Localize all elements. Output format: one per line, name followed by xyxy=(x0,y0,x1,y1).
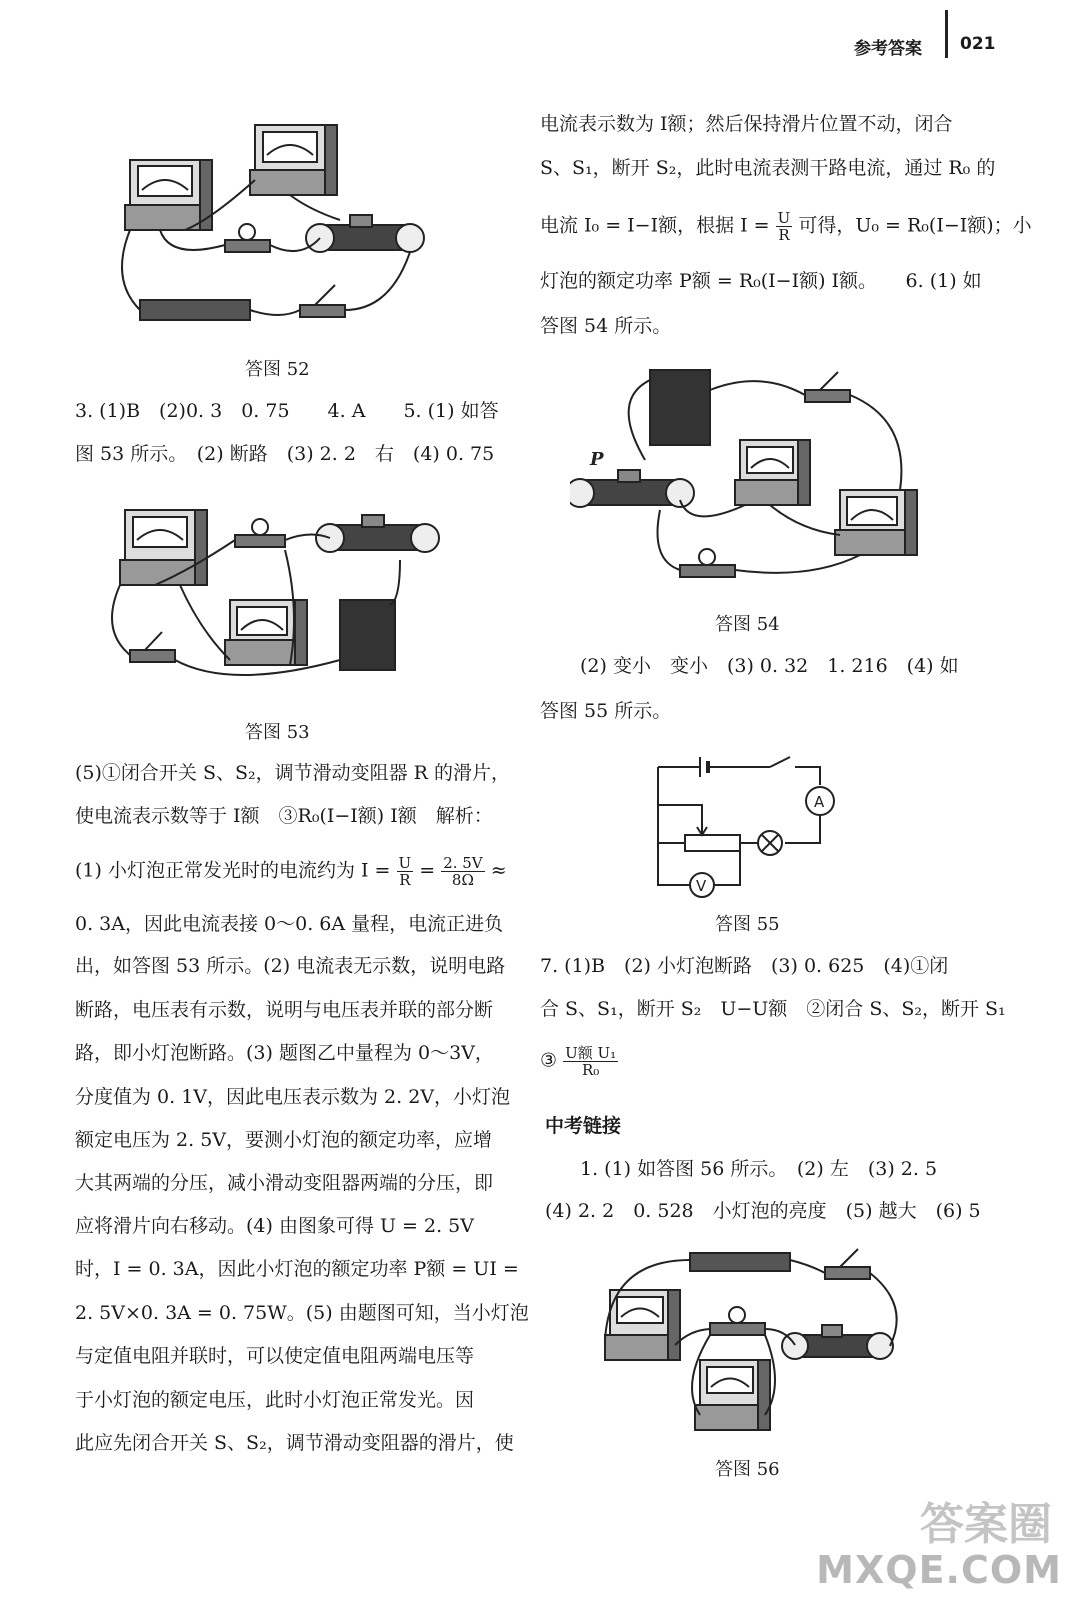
para-5-line-4: 0. 3A，因此电流表接 0～0. 6A 量程，电流正进负 xyxy=(75,913,504,935)
para-5-line-14: 与定值电阻并联时，可以使定值电阻两端电压等 xyxy=(75,1345,475,1367)
fraction-denominator: R₀ xyxy=(581,1061,600,1079)
right-line-1: 电流表示数为 I额；然后保持滑片位置不动，闭合 xyxy=(540,113,953,135)
para-5-line-15: 于小灯泡的额定电压，此时小灯泡正常发光。因 xyxy=(75,1389,475,1411)
figure-53-circuit xyxy=(100,490,480,700)
fraction-numerator: U xyxy=(777,209,791,227)
right-line-11: 1. (1) 如答图 56 所示。 (2) 左 (3) 2. 5 xyxy=(580,1158,938,1180)
header-divider xyxy=(945,10,948,58)
watermark-logo: 答案圈 xyxy=(920,1499,1052,1550)
figure-54-caption: 答图 54 xyxy=(715,614,780,635)
approx-sign: ≈ xyxy=(490,859,507,882)
fraction-denominator: R xyxy=(778,226,790,244)
figure-52-circuit xyxy=(110,110,480,340)
fraction-voltage-over-resistance xyxy=(441,855,484,888)
right-line-3 xyxy=(540,210,1032,243)
voltmeter-label: V xyxy=(696,877,707,895)
para-5-line-11: 应将滑片向右移动。(4) 由图象可得 U = 2. 5V xyxy=(75,1215,474,1237)
para-5-line-2: 使电流表示数等于 I额 ③R₀(I−I额) I额 解析： xyxy=(75,805,493,827)
para-5-line-7: 路，即小灯泡断路。(3) 题图乙中量程为 0～3V， xyxy=(75,1042,494,1064)
figure-56-circuit xyxy=(590,1245,910,1445)
fraction-power-expression xyxy=(563,1045,618,1078)
para-5-line-16: 此应先闭合开关 S、S₂，调节滑动变阻器的滑片，使 xyxy=(75,1432,514,1454)
para-5-line-9: 额定电压为 2. 5V，要测小灯泡的额定功率，应增 xyxy=(75,1129,493,1151)
para-5-line-8: 分度值为 0. 1V，因此电压表示数为 2. 2V，小灯泡 xyxy=(75,1086,511,1108)
right-line-10 xyxy=(540,1045,618,1078)
right-line-3-text-a: 电流 I₀ = I−I额，根据 I = xyxy=(540,214,770,237)
right-line-8: 7. (1)B (2) 小灯泡断路 (3) 0. 625 (4)①闭 xyxy=(540,955,949,977)
right-line-6: (2) 变小 变小 (3) 0. 32 1. 216 (4) 如 xyxy=(580,655,959,677)
fraction-denominator: R xyxy=(399,871,411,889)
page-number: 021 xyxy=(960,34,996,54)
para-5-line-3-text: (1) 小灯泡正常发光时的电流约为 I = xyxy=(75,859,391,882)
right-line-9: 合 S、S₁，断开 S₂ U−U额 ②闭合 S、S₂，断开 S₁ xyxy=(540,998,1006,1020)
figure-56-caption: 答图 56 xyxy=(715,1459,780,1480)
figure-52-caption: 答图 52 xyxy=(245,359,310,380)
figure-55-caption: 答图 55 xyxy=(715,914,780,935)
para-5-line-1: (5)①闭合开关 S、S₂，调节滑动变阻器 R 的滑片， xyxy=(75,762,510,784)
fraction-numerator: U额 U₁ xyxy=(565,1044,617,1062)
section-title-link: 中考链接 xyxy=(545,1115,622,1137)
right-line-7: 答图 55 所示。 xyxy=(540,700,672,722)
ammeter-label: A xyxy=(814,793,825,811)
header-section-title: 参考答案 xyxy=(854,39,922,59)
figure-53-caption: 答图 53 xyxy=(245,722,310,743)
para-5-line-13: 2. 5V×0. 3A = 0. 75W。(5) 由题图可知，当小灯泡 xyxy=(75,1302,529,1324)
slider-p-label: P xyxy=(590,449,604,470)
para-5-line-5: 出，如答图 53 所示。(2) 电流表无示数，说明电路 xyxy=(75,955,506,977)
right-line-3-text-b: 可得，U₀ = R₀(I−I额)；小 xyxy=(798,214,1032,237)
right-line-12: (4) 2. 2 0. 528 小灯泡的亮度 (5) 越大 (6) 5 xyxy=(545,1200,981,1222)
right-line-2: S、S₁，断开 S₂，此时电流表测干路电流，通过 R₀ 的 xyxy=(540,157,996,179)
figure-54-circuit xyxy=(570,360,930,590)
equals-sign: = xyxy=(419,859,436,882)
para-5-line-12: 时，I = 0. 3A，因此小灯泡的额定功率 P额 = UI = xyxy=(75,1258,519,1280)
para-5-line-3 xyxy=(75,855,507,888)
right-line-4: 灯泡的额定功率 P额 = R₀(I−I额) I额。 6. (1) 如 xyxy=(540,270,982,292)
circled-number-3: ③ xyxy=(540,1049,558,1072)
para-5-line-10: 大其两端的分压，减小滑动变阻器两端的分压，即 xyxy=(75,1172,494,1194)
right-line-5: 答图 54 所示。 xyxy=(540,315,672,337)
fraction-denominator: 8Ω xyxy=(451,871,474,889)
fraction-u-over-r xyxy=(776,210,793,243)
para-5-line-6: 断路，电压表有示数，说明与电压表并联的部分断 xyxy=(75,999,494,1021)
answer-3-line-1: 3. (1)B (2)0. 3 0. 75 4. A 5. (1) 如答 xyxy=(75,400,499,422)
fraction-u-over-r xyxy=(397,855,414,888)
watermark-url: MXQE.COM xyxy=(816,1548,1062,1592)
fraction-numerator: 2. 5V xyxy=(443,854,483,872)
fraction-numerator: U xyxy=(398,854,412,872)
figure-55-schematic xyxy=(650,755,840,900)
answer-3-line-2: 图 53 所示。 (2) 断路 (3) 2. 2 右 (4) 0. 75 xyxy=(75,443,495,465)
